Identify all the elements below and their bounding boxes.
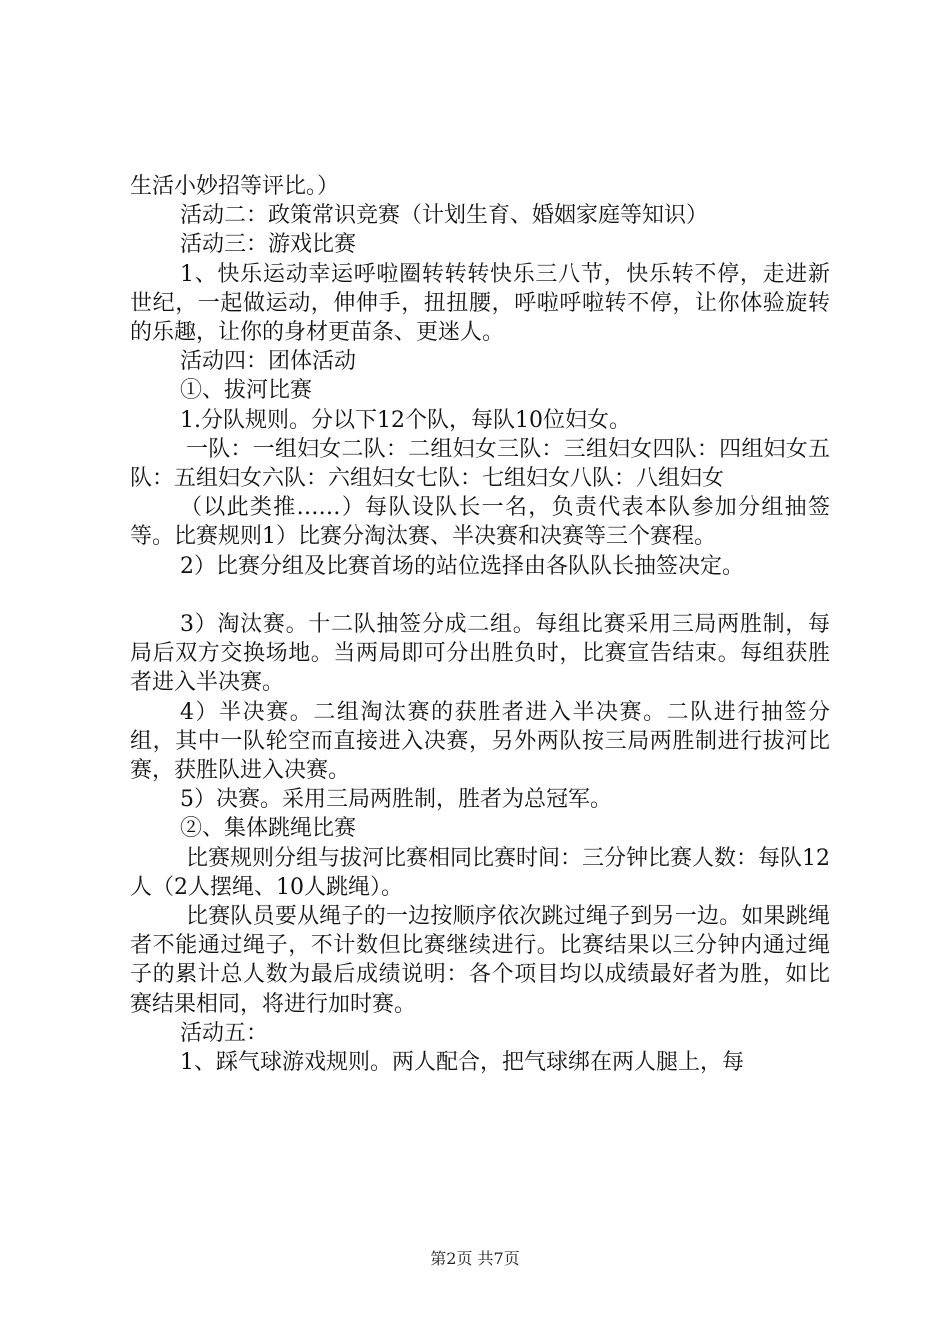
blank-line <box>130 581 830 610</box>
paragraph: ①、拔河比赛 <box>180 378 313 404</box>
page-number-footer: 第2页 共7页 <box>430 1249 520 1268</box>
paragraph: 比赛规则分组与拔河比赛相同比赛时间：三分钟比赛人数：每队12人（2人摆绳、10人跳绳）。 <box>130 845 830 900</box>
paragraph: 4）半决赛。二组淘汰赛的获胜者进入半决赛。二队进行抽签分组，其中一队轮空而直接进入决赛，另外两队按三局两胜制进行拔河比赛，获胜队进入决赛。 <box>130 699 830 784</box>
paragraph: （以此类推……）每队设队长一名，负责代表本队参加分组抽签等。比赛规则1）比赛分淘汰赛、半决赛和决赛等三个赛程。 <box>130 495 830 550</box>
paragraph: 5）决赛。采用三局两胜制，胜者为总冠军。 <box>180 787 612 813</box>
paragraph: 活动五： <box>180 1020 269 1046</box>
paragraph: 2）比赛分组及比赛首场的站位选择由各队队长抽签决定。 <box>180 553 744 579</box>
paragraph: 3）淘汰赛。十二队抽签分成二组。每组比赛采用三局两胜制，每局后双方交换场地。当两局即可分出胜负时，比赛宣告结束。每组获胜者进入半决赛。 <box>130 612 830 696</box>
paragraph: 1、快乐运动幸运呼啦圈转转转快乐三八节，快乐转不停，走进新世纪，一起做运动，伸伸手，扭扭腰，呼啦呼啦转不停，让你体验旋转的乐趣，让你的身材更苗条、更迷人。 <box>130 261 830 346</box>
paragraph: ②、集体跳绳比赛 <box>180 816 357 842</box>
paragraph: 一队：一组妇女二队：二组妇女三队：三组妇女四队：四组妇女五队：五组妇女六队：六组妇女七队：七组妇女八队：八组妇女 <box>130 436 830 492</box>
paragraph: 活动二：政策常识竞赛（计划生育、婚姻家庭等知识） <box>180 203 709 229</box>
paragraph: 1、踩气球游戏规则。两人配合，把气球绑在两人腿上，每 <box>180 1050 744 1076</box>
paragraph: 生活小妙招等评比。） <box>130 174 340 199</box>
document-body <box>130 172 830 1077</box>
paragraph: 活动三：游戏比赛 <box>180 232 357 258</box>
paragraph: 1.分队规则。分以下12个队，每队10位妇女。 <box>180 407 631 433</box>
paragraph: 活动四：团体活动 <box>180 349 357 375</box>
paragraph: 比赛队员要从绳子的一边按顺序依次跳过绳子到另一边。如果跳绳者不能通过绳子，不计数但比赛继续进行。比赛结果以三分钟内通过绳子的累计总人数为最后成绩说明：各个项目均以成绩最好者为胜，如比赛结果相同，将进行加时赛。 <box>130 904 830 1017</box>
